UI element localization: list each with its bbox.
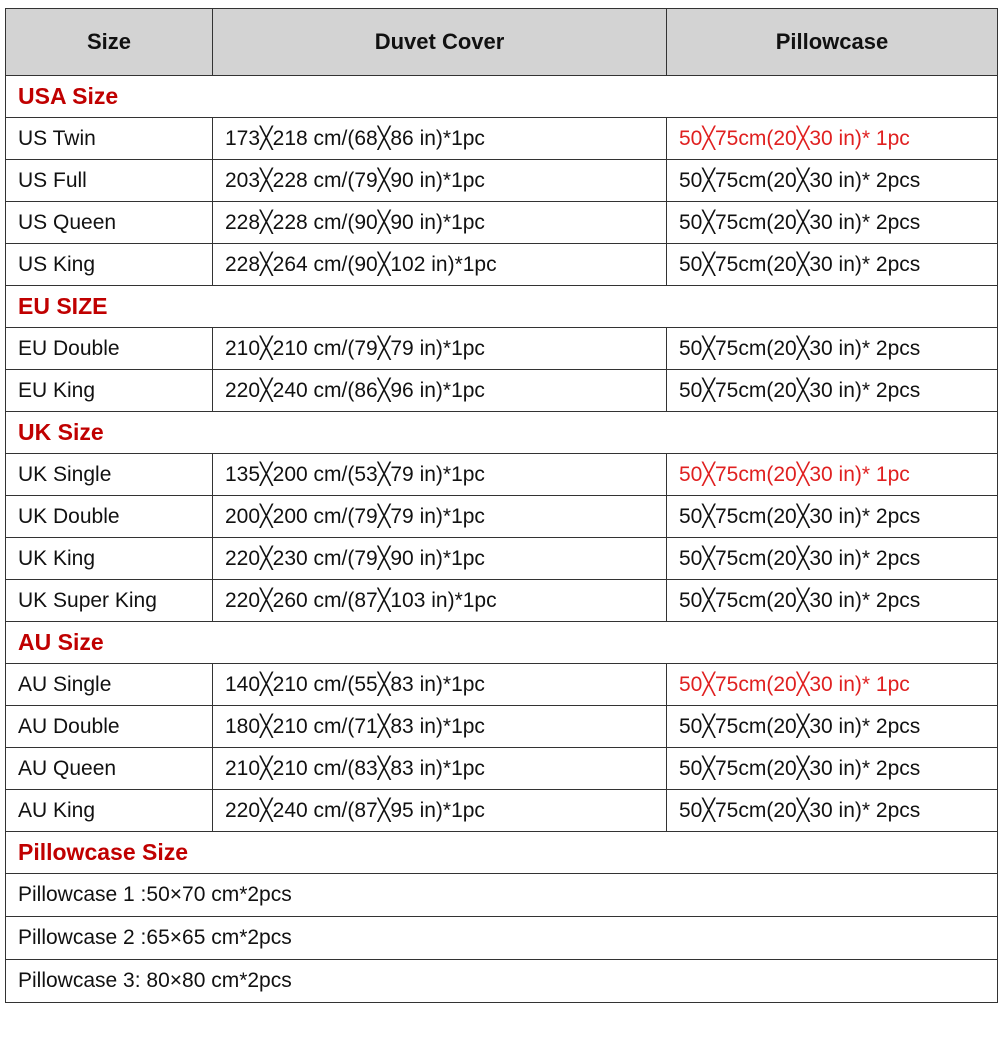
duvet-cover-cell: 180╳210 cm/(71╳83 in)*1pc bbox=[213, 706, 667, 748]
table-body bbox=[6, 76, 998, 1003]
duvet-cover-cell: 210╳210 cm/(79╳79 in)*1pc bbox=[213, 328, 667, 370]
size-cell: US Twin bbox=[6, 118, 213, 160]
size-chart bbox=[5, 8, 997, 1003]
pillowcase-cell: 50╳75cm(20╳30 in)* 2pcs bbox=[667, 790, 998, 832]
table-row bbox=[6, 118, 998, 160]
pillowcase-cell: 50╳75cm(20╳30 in)* 1pc bbox=[667, 454, 998, 496]
duvet-cover-cell: 220╳240 cm/(86╳96 in)*1pc bbox=[213, 370, 667, 412]
table-row bbox=[6, 160, 998, 202]
header-row bbox=[6, 9, 998, 76]
table-row bbox=[6, 580, 998, 622]
header-pillowcase: Pillowcase bbox=[667, 9, 998, 76]
duvet-cover-cell: 220╳230 cm/(79╳90 in)*1pc bbox=[213, 538, 667, 580]
duvet-cover-cell: 228╳264 cm/(90╳102 in)*1pc bbox=[213, 244, 667, 286]
size-cell: AU King bbox=[6, 790, 213, 832]
pillowcase-cell: 50╳75cm(20╳30 in)* 2pcs bbox=[667, 202, 998, 244]
duvet-cover-cell: 135╳200 cm/(53╳79 in)*1pc bbox=[213, 454, 667, 496]
duvet-cover-cell: 200╳200 cm/(79╳79 in)*1pc bbox=[213, 496, 667, 538]
duvet-cover-cell: 220╳240 cm/(87╳95 in)*1pc bbox=[213, 790, 667, 832]
table-row bbox=[6, 538, 998, 580]
size-cell: US Full bbox=[6, 160, 213, 202]
section-title: UK Size bbox=[6, 412, 998, 454]
size-cell: AU Single bbox=[6, 664, 213, 706]
pillowcase-cell: 50╳75cm(20╳30 in)* 1pc bbox=[667, 118, 998, 160]
section-title: Pillowcase Size bbox=[6, 832, 998, 874]
pillowcase-cell: 50╳75cm(20╳30 in)* 2pcs bbox=[667, 748, 998, 790]
table-row bbox=[6, 328, 998, 370]
pillowcase-cell: 50╳75cm(20╳30 in)* 2pcs bbox=[667, 538, 998, 580]
pillowcase-cell: 50╳75cm(20╳30 in)* 1pc bbox=[667, 664, 998, 706]
table-row bbox=[6, 496, 998, 538]
section-header-row bbox=[6, 286, 998, 328]
pillowcase-cell: 50╳75cm(20╳30 in)* 2pcs bbox=[667, 160, 998, 202]
section-title: USA Size bbox=[6, 76, 998, 118]
section-header-row bbox=[6, 412, 998, 454]
header-duvet-cover: Duvet Cover bbox=[213, 9, 667, 76]
size-cell: US King bbox=[6, 244, 213, 286]
duvet-cover-cell: 228╳228 cm/(90╳90 in)*1pc bbox=[213, 202, 667, 244]
size-table bbox=[5, 8, 998, 1003]
table-row bbox=[6, 790, 998, 832]
size-cell: UK Single bbox=[6, 454, 213, 496]
pillowcase-cell: 50╳75cm(20╳30 in)* 2pcs bbox=[667, 370, 998, 412]
size-cell: UK King bbox=[6, 538, 213, 580]
table-row bbox=[6, 244, 998, 286]
size-cell: AU Queen bbox=[6, 748, 213, 790]
size-cell: AU Double bbox=[6, 706, 213, 748]
section-title: EU SIZE bbox=[6, 286, 998, 328]
duvet-cover-cell: 173╳218 cm/(68╳86 in)*1pc bbox=[213, 118, 667, 160]
pillowcase-cell: 50╳75cm(20╳30 in)* 2pcs bbox=[667, 496, 998, 538]
pillowcase-row bbox=[6, 960, 998, 1003]
table-row bbox=[6, 202, 998, 244]
duvet-cover-cell: 203╳228 cm/(79╳90 in)*1pc bbox=[213, 160, 667, 202]
section-title: AU Size bbox=[6, 622, 998, 664]
pillowcase-size-cell: Pillowcase 2 :65×65 cm*2pcs bbox=[6, 917, 998, 960]
size-cell: UK Double bbox=[6, 496, 213, 538]
duvet-cover-cell: 220╳260 cm/(87╳103 in)*1pc bbox=[213, 580, 667, 622]
size-cell: EU Double bbox=[6, 328, 213, 370]
size-cell: US Queen bbox=[6, 202, 213, 244]
pillowcase-row bbox=[6, 917, 998, 960]
section-header-row bbox=[6, 76, 998, 118]
section-header-row bbox=[6, 622, 998, 664]
pillowcase-cell: 50╳75cm(20╳30 in)* 2pcs bbox=[667, 706, 998, 748]
pillowcase-cell: 50╳75cm(20╳30 in)* 2pcs bbox=[667, 580, 998, 622]
pillowcase-row bbox=[6, 874, 998, 917]
size-cell: UK Super King bbox=[6, 580, 213, 622]
duvet-cover-cell: 140╳210 cm/(55╳83 in)*1pc bbox=[213, 664, 667, 706]
section-header-row bbox=[6, 832, 998, 874]
pillowcase-size-cell: Pillowcase 1 :50×70 cm*2pcs bbox=[6, 874, 998, 917]
table-row bbox=[6, 664, 998, 706]
table-row bbox=[6, 370, 998, 412]
duvet-cover-cell: 210╳210 cm/(83╳83 in)*1pc bbox=[213, 748, 667, 790]
pillowcase-cell: 50╳75cm(20╳30 in)* 2pcs bbox=[667, 328, 998, 370]
table-row bbox=[6, 748, 998, 790]
table-row bbox=[6, 706, 998, 748]
table-row bbox=[6, 454, 998, 496]
header-size: Size bbox=[6, 9, 213, 76]
pillowcase-size-cell: Pillowcase 3: 80×80 cm*2pcs bbox=[6, 960, 998, 1003]
pillowcase-cell: 50╳75cm(20╳30 in)* 2pcs bbox=[667, 244, 998, 286]
size-cell: EU King bbox=[6, 370, 213, 412]
